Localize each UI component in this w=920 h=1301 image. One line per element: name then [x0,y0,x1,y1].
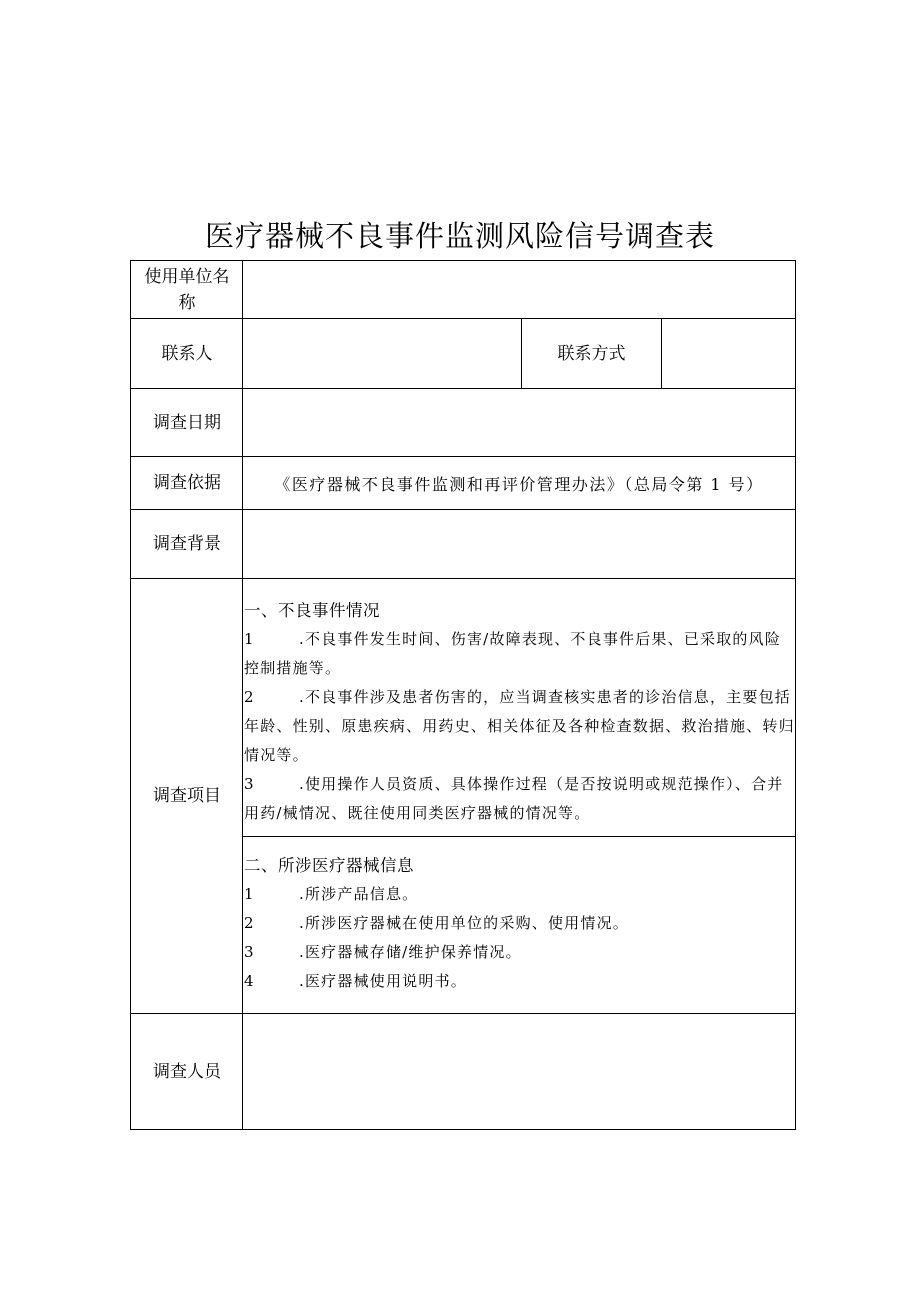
section-heading: 二、所涉医疗器械信息 [244,856,414,875]
list-item: 2 .不良事件涉及患者伤害的，应当调查核实患者的诊治信息，主要包括年龄、性别、原患疾病、用药史、相关体征及各种检查数据、救治措施、转归情况等。 [244,688,795,764]
survey-table [130,260,796,1130]
survey-background-field[interactable] [243,510,795,578]
contact-method-label: 联系方式 [557,343,626,364]
unit-name-label: 使用单位名称 [144,266,230,313]
page-title: 医疗器械不良事件监测风险信号调查表 [204,219,715,253]
list-item: 2 .所涉医疗器械在使用单位的采购、使用情况。 [244,914,629,932]
section-adverse-events [244,596,796,828]
contact-method-field[interactable] [662,319,795,388]
section-heading: 一、不良事件情况 [244,601,380,620]
survey-date-field[interactable] [243,389,795,456]
survey-date-label: 调查日期 [153,412,221,433]
section-divider [242,836,795,837]
list-item: 3 .医疗器械存储/维护保养情况。 [244,943,522,961]
section-device-info [244,851,796,996]
list-item: 1 .不良事件发生时间、伤害/故障表现、不良事件后果、已采取的风险控制措施等。 [244,630,782,677]
investigators-field[interactable] [243,1014,795,1129]
survey-basis-value: 《医疗器械不良事件监测和再评价管理办法》（总局令第 1 号） [274,474,764,494]
contact-person-label: 联系人 [161,343,213,364]
investigators-label: 调查人员 [153,1061,221,1082]
list-item: 1 .所涉产品信息。 [244,885,419,903]
contact-person-field[interactable] [243,319,521,388]
survey-basis-label: 调查依据 [153,473,221,493]
list-item: 4 .医疗器械使用说明书。 [244,972,467,990]
survey-background-label: 调查背景 [153,534,221,554]
unit-name-field[interactable] [243,261,795,318]
survey-items-label: 调查项目 [153,786,221,806]
list-item: 3 .使用操作人员资质、具体操作过程（是否按说明或规范操作）、合并用药/械情况、既往使用同类医疗器械的情况等。 [244,775,784,822]
